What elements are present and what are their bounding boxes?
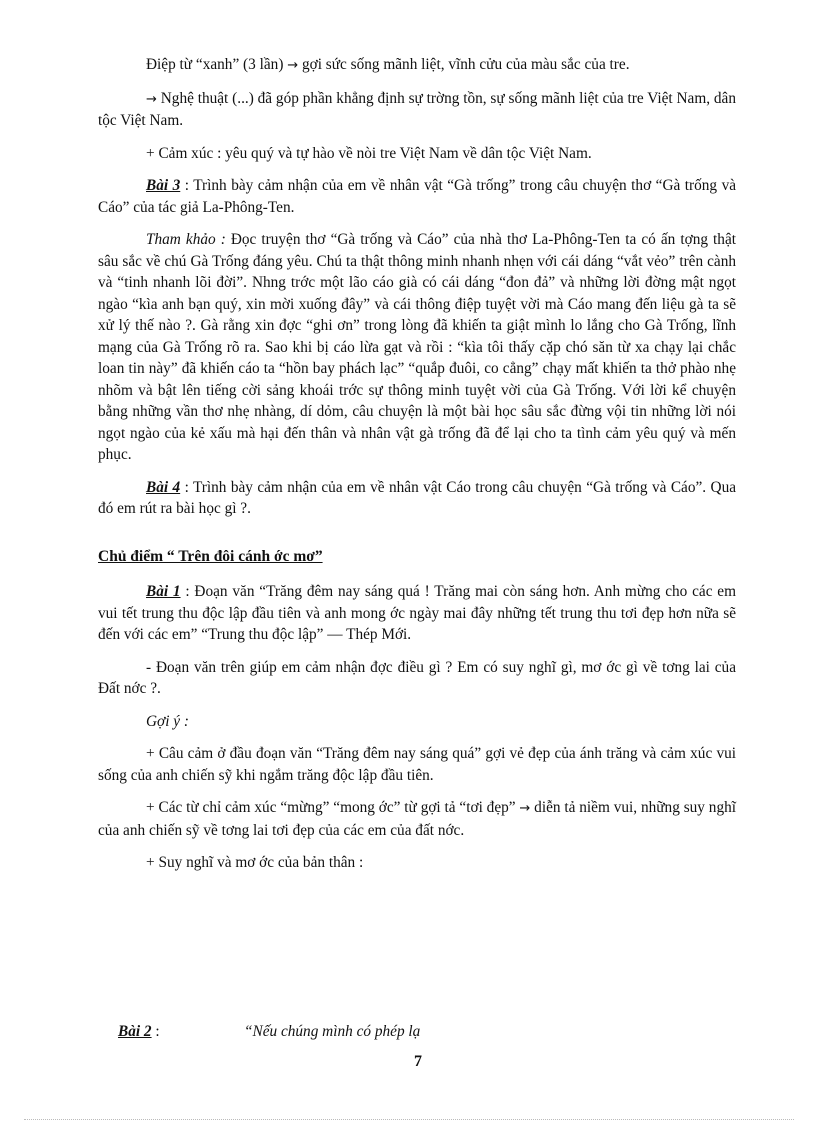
arrow-right-icon: → bbox=[519, 801, 531, 816]
paragraph-nghe-thuat bbox=[98, 88, 736, 132]
exercise-label: Bài 2 bbox=[118, 1023, 152, 1040]
exercise-label: Bài 4 bbox=[146, 478, 181, 496]
paragraph-goi-y-2 bbox=[98, 797, 736, 841]
goi-y-label: Gợi ý : bbox=[146, 712, 189, 730]
arrow-right-icon: → bbox=[146, 91, 157, 107]
page-number: 7 bbox=[414, 1053, 422, 1070]
poem-quote: “Nếu chúng mình có phép lạ bbox=[244, 1023, 421, 1040]
paragraph-tham-khao bbox=[98, 229, 736, 466]
text: diễn tả niềm vui, những suy nghĩ của anh chiến sỹ về tơng lai tơi đẹp của các em của đất nớc. bbox=[98, 799, 737, 839]
footer-divider bbox=[24, 1119, 794, 1120]
text: Đọc truyện thơ “Gà trống và Cáo” của nhà thơ La-Phông-Ten ta có ấn tợng thật sâu sắc về chú Gà Trống đáng yêu. Chú ta thật thông minh nhanh nhẹn với cái dáng “vắt vẻo” trên cành và “tinh nhanh lõi đời”. Nhng trớc một lão cáo già có cái dáng “đon đả” và những lời đờng mật ngọt ngào “kìa anh bạn quý, xin mời xuống đây” và cái thông điệp tuyệt vời mà Cáo mang đến liệu gà ta sẽ xử lý thế nào ?. Gà rằng xin đợc “ghi ơn” trong lòng đã khiến ta giật mình lo lắng cho Gà Trống, lĩnh mạng của Gà Trống rõ ra. Sao khi bị cáo lừa gạt và rồi : “kìa tôi thấy cặp chó săn từ xa chạy lại chắc loan tin này” đã khiến cáo ta “hồn bay phách lạc” “quắp đuôi, co cẳng” chạy mất khiến ta thở phào nhẹ nhõm và bật lên tiếng cời sảng khoái trớc sự thông minh tuyệt vời của Gà Trống. Với lời kể chuyện bằng những vần thơ nhẹ nhàng, dí dỏm, câu chuyện là một bài học sâu sắc đừng vội tin những lời nói ngọt ngào của kẻ xấu mà hại đến thân và nhân vật gà trống đã để lại cho ta tình cảm yêu quý và mến phục. bbox=[98, 231, 736, 463]
text: Điệp từ “xanh” (3 lần) bbox=[146, 56, 288, 73]
text: Nghệ thuật (...) đã góp phần khẳng định sự trờng tồn, sự sống mãnh liệt của tre Việt Nam, dân tộc Việt Nam. bbox=[98, 89, 736, 129]
text: + Các từ chỉ cảm xúc “mừng” “mong ớc” từ gợi tả “tơi đẹp” bbox=[146, 799, 520, 816]
exercise-label: Bài 1 bbox=[146, 583, 181, 600]
text: : Trình bày cảm nhận của em về nhân vật Cáo trong câu chuyện “Gà trống và Cáo”. Qua đó em rút ra bài học gì ?. bbox=[98, 478, 737, 517]
text: : Đoạn văn “Trăng đêm nay sáng quá ! Trăng mai còn sáng hơn. Anh mừng cho các em vui tết trung thu độc lập đầu tiên và anh mong ớc ngày mai đây những tết trung thu tơi đẹp hơn nữa sẽ đến với các em” “Trung thu độc lập” — Thép Mới. bbox=[98, 583, 736, 643]
exercise-bai-4 bbox=[98, 477, 736, 520]
paragraph-diep-tu bbox=[98, 54, 736, 77]
exercise-bai-3 bbox=[98, 175, 736, 218]
exercise-bai-1 bbox=[98, 581, 736, 646]
paragraph-question: - Đoạn văn trên giúp em cảm nhận đợc điều gì ? Em có suy nghĩ gì, mơ ớc gì về tơng lai của Đất nớc ?. bbox=[98, 658, 736, 697]
exercise-label: Bài 3 bbox=[146, 177, 181, 194]
text: : Trình bày cảm nhận của em về nhân vật “Gà trống” trong câu chuyện thơ “Gà trống và Cáo” của tác giả La-Phông-Ten. bbox=[98, 177, 737, 216]
paragraph-goi-y-1: + Câu cảm ở đầu đoạn văn “Trăng đêm nay sáng quá” gợi vẻ đẹp của ánh trăng và cảm xúc vui sống của anh chiến sỹ khi ngắm trăng độc lập đầu tiên. bbox=[98, 745, 736, 784]
document-body bbox=[98, 54, 736, 885]
exercise-bai-2 bbox=[118, 1023, 421, 1041]
paragraph-goi-y-3: + Suy nghĩ và mơ ớc của bản thân : bbox=[146, 854, 364, 871]
paragraph-cam-xuc: + Cảm xúc : yêu quý và tự hào về nòi tre Việt Nam về dân tộc Việt Nam. bbox=[146, 144, 592, 162]
tham-khao-label: Tham khảo : bbox=[146, 231, 226, 248]
section-heading: Chủ điểm “ Trên đôi cánh ớc mơ” bbox=[98, 547, 323, 565]
arrow-right-icon: → bbox=[287, 58, 299, 73]
text: gợi sức sống mãnh liệt, vĩnh cửu của màu sắc của tre. bbox=[298, 56, 630, 73]
text: : bbox=[151, 1023, 160, 1040]
